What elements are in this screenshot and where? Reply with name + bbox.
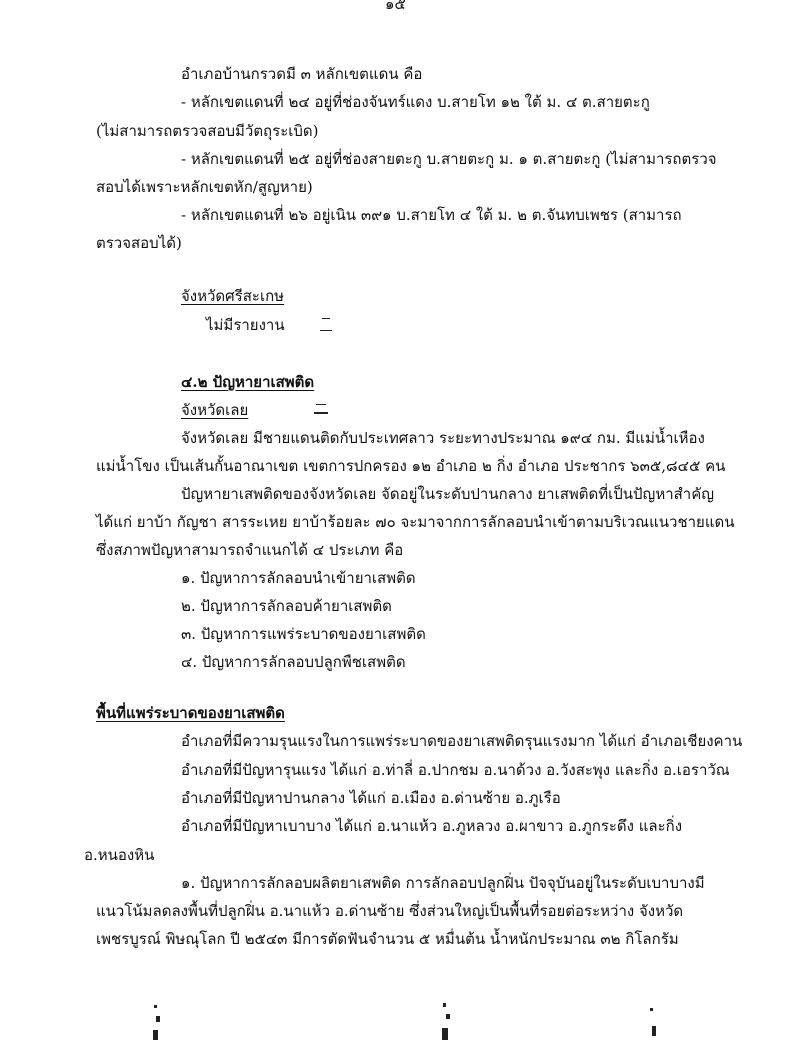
page-number: ๑๕ bbox=[385, 0, 406, 13]
loei-para2-line3: ซึ่งสภาพปัญหาสามารถจำแนกได้ ๔ ประเภท คือ bbox=[96, 541, 404, 559]
spread-area-line2: อำเภอที่มีปัญหารุนแรง ได้แก่ อ.ท่าลี่ อ.ปากชม อ.นาด้วง อ.วังสะพุง และกิ่ง อ.เอราวัณ bbox=[181, 761, 730, 779]
scan-mark bbox=[652, 1026, 656, 1036]
scan-mark bbox=[154, 1005, 157, 1008]
scan-mark bbox=[314, 412, 328, 414]
spread-area-line5: อ.หนองหิน bbox=[84, 846, 155, 864]
scan-mark bbox=[316, 404, 326, 405]
opium-para-line3: เพชรบูรณ์ พิษณุโลก ปี ๒๕๔๓ มีการตัดฟันจำนวน ๕ หมื่นต้น น้ำหนักประมาณ ๓๒ กิโลกรัม bbox=[96, 930, 679, 948]
loei-para2-line2: ได้แก่ ยาบ้า กัญชา สารระเหย ยาบ้าร้อยละ ๗๐ จะมาจากการลักลอบนำเข้าตามบริเวณแนวชายแดน bbox=[96, 513, 735, 531]
scan-mark bbox=[442, 1028, 448, 1040]
spread-area-heading: พื้นที่แพร่ระบาดของยาเสพติด bbox=[96, 704, 285, 722]
problem-list-item: ๑. ปัญหาการลักลอบนำเข้ายาเสพติด bbox=[181, 569, 416, 587]
problem-list-item: ๓. ปัญหาการแพร่ระบาดของยาเสพติด bbox=[181, 625, 426, 643]
scan-mark bbox=[650, 1008, 653, 1011]
problem-list-item: ๒. ปัญหาการลักลอบค้ายาเสพติด bbox=[181, 597, 392, 615]
spread-area-line4: อำเภอที่มีปัญหาเบาบาง ได้แก่ อ.นาแห้ว อ.ภูหลวง อ.ผาขาว อ.ภูกระดึง และกิ่ง bbox=[181, 817, 683, 835]
sisaket-heading: จังหวัดศรีสะเกษ bbox=[181, 287, 285, 305]
scan-mark bbox=[320, 330, 332, 331]
border-marker-26-line2: ตรวจสอบได้) bbox=[96, 234, 182, 252]
section-4-2-heading: ๔.๒ ปัญหายาเสพติด bbox=[181, 373, 315, 391]
scan-mark bbox=[153, 1030, 158, 1040]
problem-list-item: ๔. ปัญหาการลักลอบปลูกพืชเสพติด bbox=[181, 653, 406, 671]
loei-para1-line2: แม่น้ำโขง เป็นเส้นกั้นอาณาเขต เขตการปกครอง ๑๒ อำเภอ ๒ กิ่ง อำเภอ ประชากร ๖๓๕,๘๔๕ คน bbox=[96, 457, 726, 475]
sisaket-no-report: ไม่มีรายงาน bbox=[206, 316, 285, 334]
border-marker-24-line1: - หลักเขตแดนที่ ๒๔ อยู่ที่ช่องจันทร์แดง บ.สายโท ๑๒ ใต้ ม. ๔ ต.สายตะกู bbox=[181, 93, 650, 111]
border-marker-24-line2: (ไม่สามารถตรวจสอบมีวัตถุระเบิด) bbox=[96, 122, 319, 140]
loei-para1-line1: จังหวัดเลย มีชายแดนติดกับประเทศลาว ระยะทางประมาณ ๑๙๔ กม. มีแม่น้ำเหือง bbox=[181, 429, 705, 447]
border-marker-25-line1: - หลักเขตแดนที่ ๒๕ อยู่ที่ช่องสายตะกู บ.สายตะกู ม. ๑ ต.สายตะกู (ไม่สามารถตรวจ bbox=[181, 150, 717, 168]
spread-area-line1: อำเภอที่มีความรุนแรงในการแพร่ระบาดของยาเสพติดรุนแรงมาก ได้แก่ อำเภอเชียงคาน bbox=[181, 732, 743, 750]
border-marker-26-line1: - หลักเขตแดนที่ ๒๖ อยู่เนิน ๓๙๑ บ.สายโท ๔ ใต้ ม. ๒ ต.จันทบเพชร (สามารถ bbox=[181, 206, 682, 224]
opium-para-line2: แนวโน้มลดลงพื้นที่ปลูกฝิ่น อ.นาแห้ว อ.ด่านซ้าย ซึ่งส่วนใหญ่เป็นพื้นที่รอยต่อระหว่าง จังหวัด bbox=[96, 902, 684, 920]
loei-para2-line1: ปัญหายาเสพติดของจังหวัดเลย จัดอยู่ในระดับปานกลาง ยาเสพติดที่เป็นปัญหาสำคัญ bbox=[181, 485, 715, 503]
loei-heading: จังหวัดเลย bbox=[181, 401, 249, 419]
scan-mark bbox=[443, 1003, 446, 1007]
scan-mark bbox=[322, 318, 330, 319]
scan-mark bbox=[156, 1016, 160, 1022]
scan-mark bbox=[446, 1014, 450, 1019]
opium-para-line1: ๑. ปัญหาการลักลอบผลิตยาเสพติด การลักลอบปลูกฝิ่น ปัจจุบันอยู่ในระดับเบาบางมี bbox=[181, 874, 705, 892]
spread-area-line3: อำเภอที่มีปัญหาปานกลาง ได้แก่ อ.เมือง อ.ด่านซ้าย อ.ภูเรือ bbox=[181, 789, 561, 807]
border-marker-25-line2: สอบได้เพราะหลักเขตหัก/สูญหาย) bbox=[96, 178, 313, 196]
ban-kruat-intro: อำเภอบ้านกรวดมี ๓ หลักเขตแดน คือ bbox=[181, 65, 423, 83]
